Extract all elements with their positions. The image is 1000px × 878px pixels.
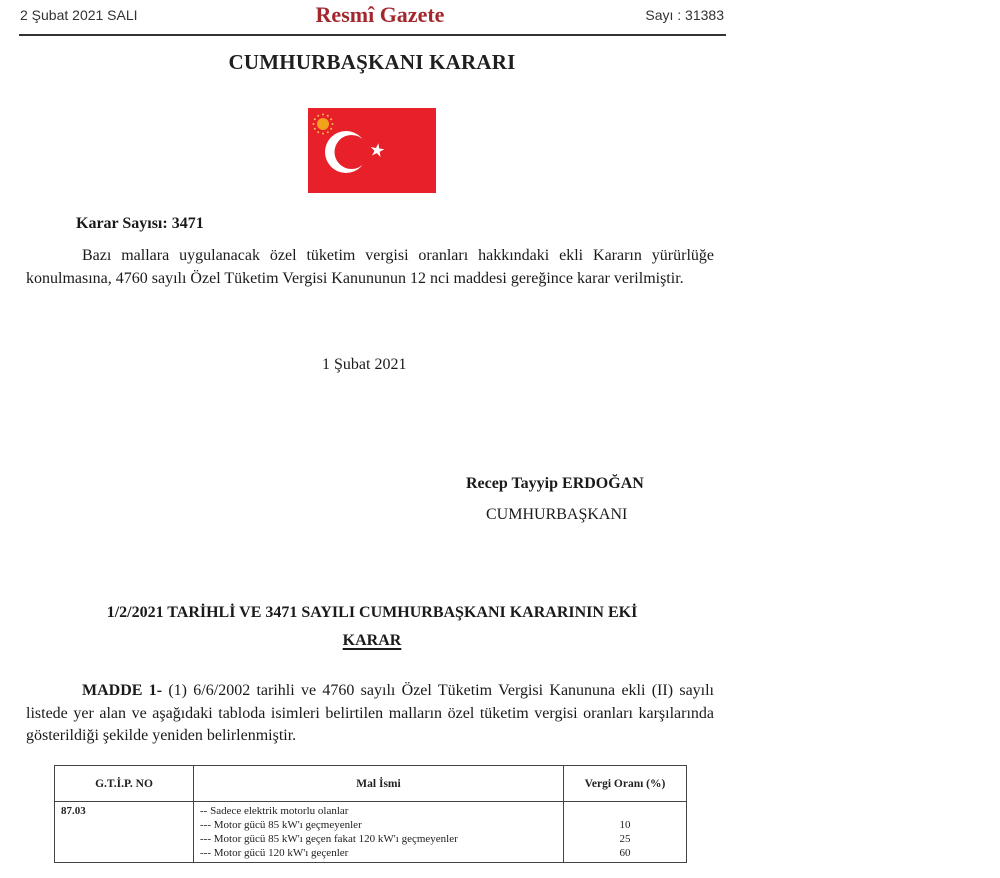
table-header-row <box>55 766 687 802</box>
intro-paragraph: Bazı mallara uygulanacak özel tüketim vergisi oranları hakkındaki ekli Kararın yürürlüğe konulmasına, 4760 sayılı Özel Tüketim Vergisi Kanununun 12 nci maddesi gereğince karar verilmiştir. <box>26 247 714 287</box>
signatory-title: CUMHURBAŞKANI <box>486 506 628 523</box>
annex-subtitle-text: KARAR <box>342 632 402 649</box>
item-name-cell <box>194 802 564 863</box>
article-text: (1) 6/6/2002 tarihli ve 4760 sayılı Özel Tüketim Vergisi Kanununa ekli (II) sayılı listede yer alan ve aşağıdaki tabloda isimleri belirtilen malların özel tüketim vergisi oranları karşılarında gösterildiği şekilde yeniden belirlenmiştir. <box>26 682 715 744</box>
turkish-presidential-flag-icon <box>308 108 436 193</box>
column-header-item-name: Mal İsmi <box>194 766 564 802</box>
decision-date: 1 Şubat 2021 <box>322 356 407 373</box>
tax-rate: 25 <box>619 833 631 845</box>
gtip-code-cell <box>55 802 194 863</box>
item-name: -- Sadece elektrik motorlu olanlar <box>200 805 349 817</box>
column-header-gtip: G.T.İ.P. NO <box>55 766 194 802</box>
tax-rate: 60 <box>619 847 631 859</box>
article-1-paragraph <box>26 680 714 748</box>
annex-subtitle <box>0 632 744 650</box>
tax-rate-table <box>54 765 687 863</box>
item-name: --- Motor gücü 85 kW'ı geçmeyenler <box>200 819 362 831</box>
tax-rate: 10 <box>619 819 631 831</box>
item-name: --- Motor gücü 120 kW'ı geçenler <box>200 847 349 859</box>
tax-rate <box>570 804 680 818</box>
document-title: CUMHURBAŞKANI KARARI <box>228 50 516 74</box>
gazette-issue-number: Sayı : 31383 <box>645 7 724 23</box>
gtip-code: 87.03 <box>61 805 86 817</box>
annex-title: 1/2/2021 TARİHLİ VE 3471 SAYILI CUMHURBAŞKANI KARARININ EKİ <box>106 604 638 621</box>
header-divider <box>19 34 726 36</box>
signatory-name: Recep Tayyip ERDOĞAN <box>466 475 644 492</box>
gazette-date: 2 Şubat 2021 SALI <box>20 7 138 23</box>
gazette-masthead: Resmî Gazete <box>315 2 445 27</box>
item-name: --- Motor gücü 85 kW'ı geçen fakat 120 kW'ı geçmeyenler <box>200 833 458 845</box>
column-header-tax-rate: Vergi Oranı (%) <box>564 766 687 802</box>
article-label: MADDE 1- <box>82 682 163 699</box>
decision-number: Karar Sayısı: 3471 <box>76 215 204 232</box>
table-row <box>55 802 687 863</box>
tax-rate-cell <box>564 802 687 863</box>
